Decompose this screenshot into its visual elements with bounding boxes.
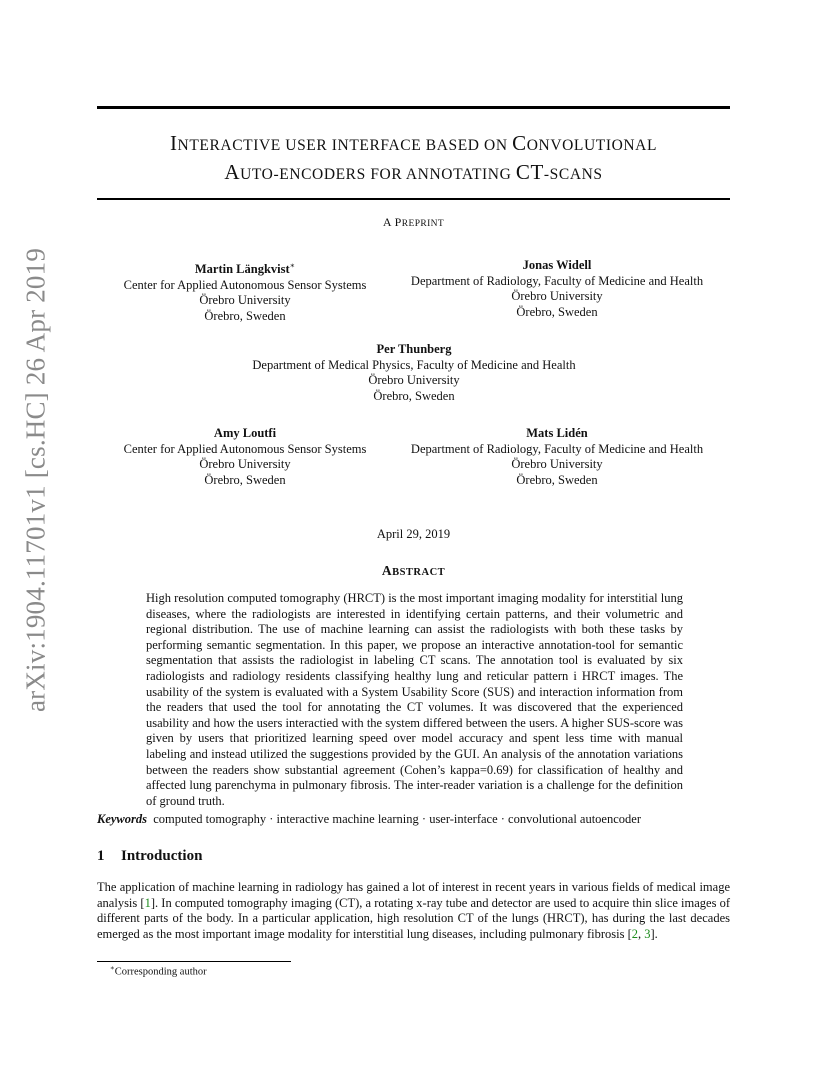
author-block-1 <box>124 258 367 324</box>
keywords-label: Keywords <box>97 812 147 826</box>
author-city: Örebro, Sweden <box>204 308 286 323</box>
keywords-line <box>97 812 730 827</box>
author-block-3 <box>252 342 575 404</box>
arxiv-identifier-stamp: arXiv:1904.11701v1 [cs.HC] 26 Apr 2019 <box>20 247 51 713</box>
author-department: Department of Medical Physics, Faculty of Medicine and Health <box>252 357 576 372</box>
author-block-2 <box>411 258 703 320</box>
author-name: Mats Lidén <box>526 426 588 440</box>
intro-paragraph: The application of machine learning in radiology has gained a lot of interest in recent years in various fields of medical image analysis [1]. In computed tomography imaging (CT), a rotating x-ray tube and detector are used to acquire thin slice images of different parts of the body. In a particular application, high resolution CT of the lungs (HRCT), has during the last decades emerged as the most important image modality for interstitial lung diseases, including pulmonary fibrosis [2, 3]. <box>97 880 730 941</box>
author-university: Örebro University <box>511 457 603 471</box>
publication-date: April 29, 2019 <box>376 527 451 541</box>
author-block-4 <box>124 426 367 488</box>
author-name: Per Thunberg <box>376 342 452 356</box>
author-university: Örebro University <box>368 373 460 387</box>
paper-title <box>97 130 730 188</box>
author-city: Örebro, Sweden <box>373 388 455 403</box>
author-name: Amy Loutfi <box>213 426 277 440</box>
section-heading <box>97 848 202 865</box>
author-city: Örebro, Sweden <box>516 472 598 487</box>
footnote <box>110 964 207 978</box>
title-bottom-rule <box>97 198 730 200</box>
author-university: Örebro University <box>199 293 291 308</box>
author-department: Department of Radiology, Faculty of Medicine and Health <box>410 273 704 288</box>
footnote-marker: ∗ <box>110 964 115 972</box>
author-university: Örebro University <box>511 289 603 303</box>
citation-link[interactable]: 2 <box>631 926 638 941</box>
author-city: Örebro, Sweden <box>204 472 286 487</box>
author-department: Department of Radiology, Faculty of Medicine and Health <box>410 441 704 456</box>
title-line-2: AUTO-ENCODERS FOR ANNOTATING CT-SCANS <box>224 160 603 184</box>
abstract-heading: ABSTRACT <box>381 563 446 578</box>
author-block-5 <box>411 426 703 488</box>
preprint-label: A PREPRINT <box>382 215 445 229</box>
footnote-text: Corresponding author <box>114 966 207 978</box>
keywords-text: computed tomography · interactive machine learning · user-interface · convolutional autoencoder <box>153 812 641 826</box>
author-department: Center for Applied Autonomous Sensor Systems <box>123 441 367 456</box>
author-name: Jonas Widell <box>522 258 592 272</box>
author-city: Örebro, Sweden <box>516 304 598 319</box>
author-university: Örebro University <box>199 457 291 471</box>
citation-link[interactable]: 1 <box>144 895 151 910</box>
author-department: Center for Applied Autonomous Sensor Systems <box>123 277 367 292</box>
abstract-text: High resolution computed tomography (HRCT) is the most important imaging modality for interstitial lung diseases, where the radiologists are interested in identifying certain patterns, and their volumetric and regional distribution. The use of machine learning can assist the radiologists with both these tasks by performing semantic segmentation. In this paper, we propose an interactive annotation-tool for semantic segmentation that assists the radiologist in labeling CT scans. The annotation tool is evaluated by six radiologists and radiology residents classifying healthy lung and reticular pattern i HRCT images. The usability of the system is evaluated with a System Usability Score (SUS) and interaction information from the readers that used the tool for annotating the CT volumes. It was discovered that the experienced usability and how the users interactied with the system differed between the users. A higher SUS-score was given by users that prioritized learning speed over model accuracy and spent less time with manual labeling and instead utilized the suggestions provided by the GUI. An analysis of the annotation variations between the readers show substantial agreement (Cohen’s kappa=0.69) for classification of healthy and affected lung parenchyma in pulmonary fibrosis. The inter-reader variation is a challenge for the definition of ground truth. <box>146 591 683 808</box>
title-line-1: INTERACTIVE USER INTERFACE BASED ON CONVOLUTIONAL <box>169 131 658 155</box>
author-name: Martin Längkvist∗ <box>194 261 296 277</box>
title-top-rule <box>97 106 730 109</box>
section-number: 1 <box>97 848 105 864</box>
citation-link[interactable]: 3 <box>644 926 651 941</box>
footnote-rule <box>97 961 291 962</box>
footnote-marker: ∗ <box>289 261 296 270</box>
section-title: Introduction <box>121 848 203 864</box>
